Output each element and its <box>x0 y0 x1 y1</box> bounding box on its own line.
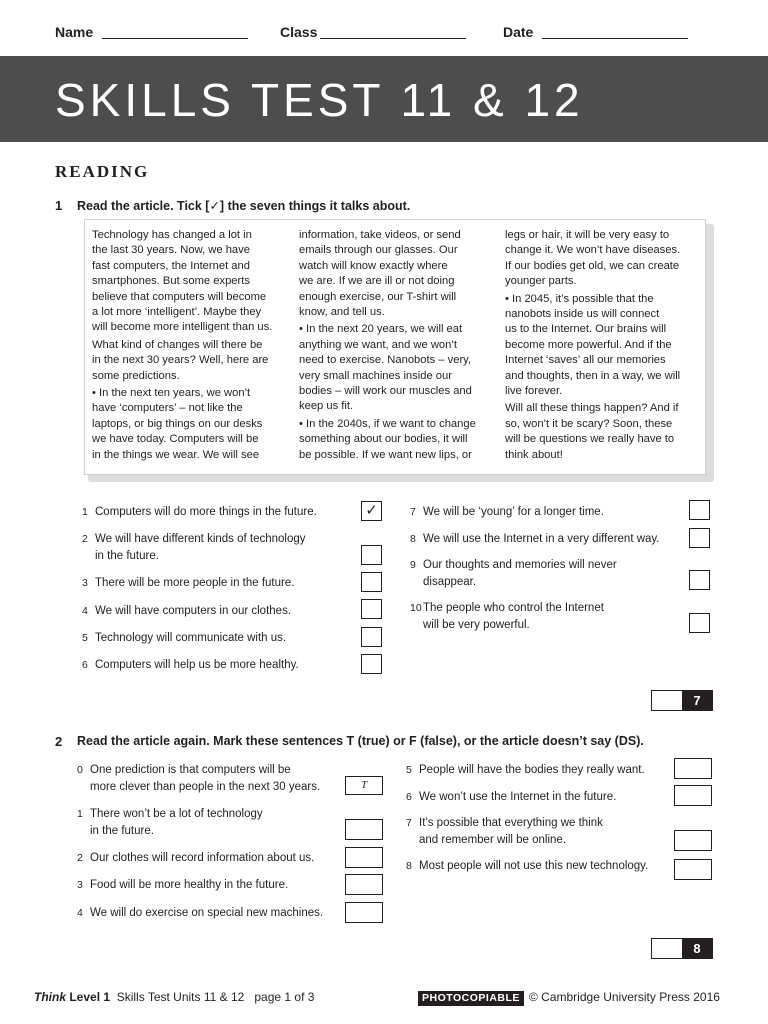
item-text-line: Our thoughts and memories will never <box>423 559 617 571</box>
footer-copyright: © Cambridge University Press 2016 <box>529 990 720 1004</box>
footer-units: Skills Test Units 11 & 12 <box>116 990 245 1004</box>
footer-book-info <box>34 990 314 1004</box>
answer-box[interactable] <box>345 847 383 868</box>
item-number: 5 <box>82 632 88 644</box>
item-number: 6 <box>406 791 412 803</box>
answer-box[interactable] <box>345 874 383 895</box>
article-line: Will all these things happen? And if <box>505 402 679 415</box>
item-text-line: Technology will communicate with us. <box>95 632 287 644</box>
item-text <box>95 603 291 620</box>
answer-box[interactable] <box>361 572 382 592</box>
article-paragraph <box>299 417 495 463</box>
answer-box[interactable] <box>689 500 710 520</box>
item-number: 7 <box>410 506 416 518</box>
item-text <box>423 557 617 591</box>
item-text <box>95 504 317 521</box>
item-text-line: more clever than people in the next 30 years. <box>90 781 321 793</box>
item-number: 9 <box>410 559 416 571</box>
article-paragraph <box>92 386 288 463</box>
article-line: emails through our glasses. Our <box>299 244 458 257</box>
item-text-line: Most people will not use this new technology. <box>419 860 649 872</box>
article-line: legs or hair, it will be very easy to <box>505 229 670 241</box>
article-line: Technology has changed a lot in <box>92 229 252 241</box>
answer-box[interactable] <box>361 545 382 565</box>
article-paragraph <box>505 292 701 400</box>
item-text-line: It’s possible that everything we think <box>419 817 603 829</box>
item-text-line: We will have different kinds of technology <box>95 533 306 545</box>
article-line: in the things we wear. We will see <box>92 448 260 461</box>
item-text <box>95 531 306 565</box>
item-number: 7 <box>406 817 412 829</box>
date-label: Date <box>503 24 534 40</box>
article-line: laptops, or big things on our desks <box>92 417 263 430</box>
article-paragraph <box>92 338 288 384</box>
article-column-1 <box>92 228 288 465</box>
item-text <box>423 600 604 634</box>
item-text-line: Food will be more healthy in the future. <box>90 879 289 891</box>
item-text <box>419 789 616 806</box>
item-text-line: We will have computers in our clothes. <box>95 605 292 617</box>
item-text <box>423 531 660 548</box>
item-text-line: in the future. <box>90 825 154 837</box>
footer-page: page 1 of 3 <box>254 990 315 1004</box>
item-text-line: We will be ‘young’ for a longer time. <box>423 506 604 518</box>
item-number: 8 <box>410 533 416 545</box>
item-text-line: and remember will be online. <box>419 834 567 846</box>
date-field[interactable] <box>542 38 688 39</box>
article-line: be possible. If we want new lips, or <box>299 448 472 461</box>
answer-box[interactable] <box>361 627 382 647</box>
item-text <box>95 657 299 674</box>
score-box-q2 <box>651 938 713 959</box>
article-paragraph <box>299 322 495 414</box>
class-field[interactable] <box>320 38 466 39</box>
item-number: 6 <box>82 659 88 671</box>
item-text-line: We won’t use the Internet in the future. <box>419 791 617 803</box>
item-number: 1 <box>82 506 88 518</box>
article-line: • In the next 20 years, we will eat <box>299 323 463 336</box>
answer-box[interactable] <box>674 758 712 779</box>
item-text-line: There will be more people in the future. <box>95 577 295 589</box>
article-line: have ‘computers’ – not like the <box>92 402 243 415</box>
item-number: 5 <box>406 764 412 776</box>
item-text-line: There won’t be a lot of technology <box>90 808 263 820</box>
score-box-q1 <box>651 690 713 711</box>
article-line: so, won’t it be scary? Soon, these <box>505 417 673 430</box>
item-text <box>95 575 294 592</box>
article-line: believe that computers will become <box>92 290 267 303</box>
article-line: anything we want, and we won’t <box>299 338 457 351</box>
score-total: 7 <box>682 691 712 710</box>
article-line: the last 30 years. Now, we have <box>92 244 250 257</box>
item-number: 0 <box>77 764 83 776</box>
article-line: • In 2045, it’s possible that the <box>505 292 654 305</box>
item-text <box>90 806 263 840</box>
item-text <box>90 762 320 796</box>
article-line: What kind of changes will there be <box>92 338 263 351</box>
item-text <box>90 877 288 894</box>
article-line: think about! <box>505 448 563 461</box>
item-text <box>423 504 604 521</box>
answer-box[interactable] <box>689 570 710 590</box>
answer-box[interactable]: ✓ <box>361 501 382 521</box>
article-line: fast computers, the Internet and <box>92 259 250 272</box>
section-title: READING <box>55 162 150 181</box>
footer-level: Level 1 <box>69 990 111 1004</box>
article-column-2 <box>299 228 495 465</box>
item-number: 2 <box>77 852 83 864</box>
article-paragraph <box>92 228 288 336</box>
answer-box[interactable] <box>689 613 710 633</box>
article-line: will become more intelligent than us. <box>92 321 273 334</box>
article-column-3 <box>505 228 701 465</box>
article-line: information, take videos, or send <box>299 229 461 241</box>
item-text <box>90 905 323 922</box>
article-line: • In the next ten years, we won’t <box>92 387 251 400</box>
score-total: 8 <box>682 939 712 958</box>
class-label: Class <box>280 24 318 40</box>
item-text-line: We will use the Internet in a very different way. <box>423 533 660 545</box>
item-text <box>95 630 286 647</box>
answer-box[interactable] <box>345 819 383 840</box>
item-number: 3 <box>82 577 88 589</box>
article-line: • In the 2040s, if we want to change <box>299 417 476 430</box>
article-line: If our bodies get old, we can create <box>505 259 680 272</box>
article-box <box>84 219 706 475</box>
article-line: keep us fit. <box>299 400 354 413</box>
item-number: 10 <box>410 602 422 614</box>
item-text-line: disappear. <box>423 576 477 588</box>
item-text-line: Our clothes will record information about us. <box>90 852 315 864</box>
photocopiable-badge: PHOTOCOPIABLE <box>418 991 524 1006</box>
item-text-line: The people who control the Internet <box>423 602 604 614</box>
name-label: Name <box>55 24 94 40</box>
name-field[interactable] <box>102 38 248 39</box>
answer-box[interactable] <box>674 830 712 851</box>
article-line: enough exercise, our T-shirt will <box>299 290 457 303</box>
article-line: younger parts. <box>505 275 577 288</box>
article-paragraph <box>505 401 701 463</box>
article-line: need to exercise. Nanobots – very, <box>299 354 472 367</box>
answer-box[interactable] <box>689 528 710 548</box>
item-text-line: One prediction is that computers will be <box>90 764 291 776</box>
article-line: change it. We won’t have diseases. <box>505 244 681 257</box>
answer-box[interactable] <box>361 599 382 619</box>
footer-book: Think <box>34 990 66 1004</box>
item-text <box>419 858 648 875</box>
item-number: 8 <box>406 860 412 872</box>
item-text <box>419 762 645 779</box>
item-text <box>90 850 314 867</box>
question-number: 2 <box>55 734 63 749</box>
article-line: we are. If we are ill or not doing <box>299 275 455 288</box>
item-number: 4 <box>82 605 88 617</box>
answer-box[interactable]: T <box>345 776 383 795</box>
item-number: 4 <box>77 907 83 919</box>
article-line: in the next 30 years? Well, here are <box>92 354 269 367</box>
item-text-line: People will have the bodies they really want. <box>419 764 645 776</box>
item-text <box>419 815 603 849</box>
item-text-line: will be very powerful. <box>423 619 530 631</box>
question-instruction: Read the article. Tick [✓] the seven things it talks about. <box>77 199 411 213</box>
article-line: us to the Internet. Our brains will <box>505 323 667 336</box>
question-number: 1 <box>55 198 63 213</box>
question-instruction: Read the article again. Mark these sentences T (true) or F (false), or the article doesn’t say (DS). <box>77 734 644 748</box>
answer-box[interactable] <box>674 785 712 806</box>
article-line: watch will know exactly where <box>299 259 448 272</box>
article-line: bodies – will work our muscles and <box>299 385 472 398</box>
item-text-line: in the future. <box>95 550 159 562</box>
article-line: something about our bodies, it will <box>299 433 468 446</box>
answer-box[interactable] <box>345 902 383 923</box>
article-paragraph <box>505 228 701 290</box>
article-line: we have today. Computers will be <box>92 433 259 446</box>
article-line: some predictions. <box>92 369 180 382</box>
item-text-line: We will do exercise on special new machines. <box>90 907 324 919</box>
article-line: smartphones. But some experts <box>92 275 250 288</box>
item-text-line: Computers will help us be more healthy. <box>95 659 299 671</box>
item-text-line: Computers will do more things in the future. <box>95 506 317 518</box>
answer-box[interactable] <box>361 654 382 674</box>
article-line: will be questions we really have to <box>505 433 675 446</box>
article-paragraph <box>299 228 495 320</box>
page-title: SKILLS TEST 11 & 12 <box>55 74 584 126</box>
article-line: Internet ‘saves’ all our memories <box>505 354 666 367</box>
article-line: a lot more ‘intelligent’. Maybe they <box>92 306 262 319</box>
article-line: and thoughts, then in a way, we will <box>505 369 681 382</box>
article-line: nanobots inside us will connect <box>505 308 660 321</box>
article-line: very small machines inside our <box>299 369 452 382</box>
article-line: live forever. <box>505 385 563 398</box>
answer-box[interactable] <box>674 859 712 880</box>
article-line: become more powerful. And if the <box>505 338 672 351</box>
article-line: know, and tell us. <box>299 306 385 319</box>
item-number: 3 <box>77 879 83 891</box>
item-number: 1 <box>77 808 83 820</box>
item-number: 2 <box>82 533 88 545</box>
